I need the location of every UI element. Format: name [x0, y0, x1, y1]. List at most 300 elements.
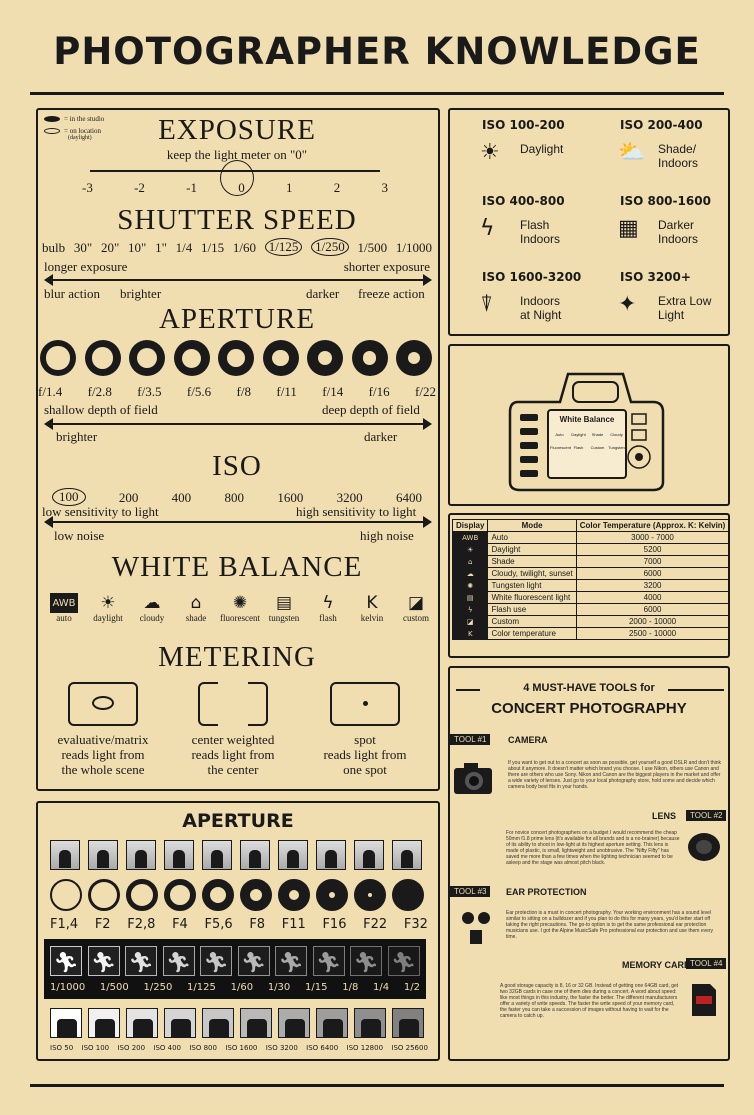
camera-screen-option: Fluorescent [550, 445, 571, 450]
iso-chart-label: ISO 25600 [391, 1044, 428, 1052]
wb-table-row [453, 544, 729, 556]
wb-label: tungsten [268, 613, 300, 623]
wb-table-cell: 2000 - 10000 [576, 616, 729, 628]
people-figure [133, 1019, 153, 1037]
noise-frame-icon [354, 1008, 386, 1038]
page-title: PHOTOGRAPHER KNOWLEDGE [53, 30, 701, 73]
wb-table-cell: Shade [488, 556, 576, 568]
shutter-value: 30" [73, 240, 93, 255]
wb-table-header: Mode [488, 520, 576, 532]
wb-display-icon: ⌂ [453, 556, 488, 568]
wb-table-cell: Cloudy, twilight, sunset [488, 568, 576, 580]
wb-item [132, 593, 172, 623]
wb-table-cell: 4000 [576, 592, 729, 604]
dof-scene-icon [202, 840, 232, 870]
dof-scene-icon [354, 840, 384, 870]
camera-screen-options [550, 428, 626, 454]
wb-table [452, 519, 729, 640]
wb-table-cell: Custom [488, 616, 576, 628]
metering-label: spot reads light from one spot [323, 732, 407, 777]
runner-frame-icon: 🏃︎ [50, 946, 82, 976]
runner-frame-icon: 🏃︎ [388, 946, 420, 976]
iso-value: 3200 [336, 490, 363, 505]
tool4-text: A good storage capacity is 8, 16 or 32 GB. Instead of getting one 64GB card, get two 32GB cards in case one of them dies during a concert. A word about speed: like most things in this industry, the faster the better. The different manufacturers offer a variety of write speeds. The faster the write speed of your memory card, the faster you can take a succession of images without having to wait for the camera to catch up. [500, 983, 679, 1019]
noise-frame-icon [88, 1008, 120, 1038]
fstop-labels [50, 917, 428, 932]
bottom-rule [30, 1084, 724, 1087]
iso-arrow [46, 521, 430, 523]
depth-of-field-scenes [50, 840, 428, 872]
aperture-blades [36, 340, 440, 380]
tool4-tag: TOOL #4 [686, 958, 726, 969]
wb-display-icon: ✺ [453, 580, 488, 592]
noise-frames [50, 1008, 428, 1040]
metering-inner [363, 701, 368, 706]
metering-spot-icon [330, 682, 400, 726]
speed-label: 1/250 [143, 982, 173, 993]
aperture-title: APERTURE [158, 303, 316, 335]
aperture-opening [137, 348, 157, 368]
wb-display-icon: AWB [453, 532, 488, 544]
wb-table-cell: 2500 - 10000 [576, 628, 729, 640]
flash-icon: ϟ [322, 593, 334, 613]
iso-labels [50, 1044, 428, 1052]
runner-frame-icon: 🏃︎ [163, 946, 195, 976]
iso-guide-text: Extra Low Light [658, 294, 712, 322]
person-figure [211, 850, 223, 868]
speed-label: 1/4 [373, 982, 390, 993]
person-figure [173, 850, 185, 868]
wb-table-cell: 3000 - 7000 [576, 532, 729, 544]
shutter-values [42, 240, 432, 256]
aperture-blade-icon [174, 340, 210, 376]
noise-frame-icon [202, 1008, 234, 1038]
aperture-value: f/2.8 [87, 384, 112, 399]
aperture-ring-icon [164, 879, 196, 911]
wb-table-cell: White fluorescent light [488, 592, 576, 604]
shade-icon: ⌂ [190, 593, 202, 613]
speed-label: 1/1000 [50, 982, 86, 993]
runner-frame-icon: 🏃︎ [200, 946, 232, 976]
tool1-name: CAMERA [508, 735, 548, 745]
aperture-ring-icon [88, 879, 120, 911]
fstop-label: F32 [403, 917, 428, 932]
shutter-value: 1/125 [265, 238, 303, 256]
person-figure [249, 850, 261, 868]
legend-location-sub: (daylight) [68, 135, 92, 141]
metering-title: METERING [158, 641, 316, 673]
wb-table-row [453, 616, 729, 628]
person-figure [97, 850, 109, 868]
awb-icon: AWB [50, 593, 77, 613]
people-figure [171, 1019, 191, 1037]
person-figure [287, 850, 299, 868]
iso-guide-text: Flash Indoors [520, 218, 561, 246]
wb-table-cell: Flash use [488, 604, 576, 616]
flash-icon: ϟ [480, 216, 495, 241]
wb-table-row [453, 580, 729, 592]
runner-frame-icon: 🏃︎ [88, 946, 120, 976]
wb-item [264, 593, 304, 623]
shutter-freeze-label: freeze action [358, 286, 425, 301]
wb-table-header: Color Temperature (Approx. K: Kelvin) [576, 520, 729, 532]
wb-item [352, 593, 392, 623]
metering-inner [218, 681, 248, 727]
aperture-brighter-label: brighter [56, 429, 98, 444]
wb-item [220, 593, 260, 623]
exposure-tick: 3 [381, 180, 388, 195]
motion-frames [50, 946, 420, 980]
camera-screen-option: Tungsten [608, 445, 625, 450]
concert-title-line1: 4 MUST-HAVE TOOLS for [523, 682, 655, 694]
person-figure [59, 850, 71, 868]
wb-table-cell: 5200 [576, 544, 729, 556]
aperture-ring-icon [240, 879, 272, 911]
fstop-label: F11 [281, 917, 306, 932]
camera-screen-option: Shade [591, 432, 604, 437]
tool2-text: For novice concert photographers on a budget I would recommend the cheap 50mm f1.8 prime lens (it's available for all brands and is a no-brainer) because of its ability to shoot in low-light at its highest aperture setting. This lens is made of plastic, is small, lightweight and unobtrusive. The "Nifty Fifty" has saved me more than a few times when the lighting technician seemed to be asleep and the stage was almost pitch black. [506, 830, 680, 866]
shutter-right-label: shorter exposure [343, 259, 430, 274]
shutter-value: 10" [128, 240, 147, 255]
wb-item [44, 593, 84, 623]
exposure-tick: -1 [186, 180, 197, 195]
exposure-subtitle: keep the light meter on "0" [166, 147, 308, 162]
speed-label: 1/8 [342, 982, 359, 993]
wb-label: fluorescent [220, 613, 260, 623]
camera-screen-title: White Balance [559, 415, 615, 424]
tool3-tag: TOOL #3 [450, 886, 490, 897]
tool1-tag: TOOL #1 [450, 734, 490, 745]
shutter-value: bulb [42, 240, 66, 255]
camera-screen-option: Daylight [571, 432, 586, 437]
noise-frame-icon [50, 1008, 82, 1038]
runner-frame-icon: 🏃︎ [125, 946, 157, 976]
iso-guide-heading: ISO 1600-3200 [482, 270, 582, 284]
people-figure [361, 1019, 381, 1037]
camera-screen-option: Cloudy [610, 432, 623, 437]
aperture-blade-icon [85, 340, 121, 376]
iso-value: 800 [224, 490, 244, 505]
wb-display-icon: ϟ [453, 604, 488, 616]
camera-screen-option: Flash [573, 445, 584, 450]
speed-label: 1/500 [99, 982, 129, 993]
title-rule [30, 92, 724, 95]
shutter-brighter-label: brighter [120, 286, 162, 301]
legend-location: = on location [64, 127, 101, 135]
lens-icon [686, 830, 722, 864]
wb-item [88, 593, 128, 623]
camera-screen-option: Auto [555, 432, 564, 437]
aperture-ring-icon [354, 879, 386, 911]
aperture-value: f/14 [322, 384, 344, 399]
aperture-blade-icon [129, 340, 165, 376]
tool1-text: If you want to get out to a concert as soon as possible, get yourself a good DSLR and don't think about it anymore. It doesn't matter which brand you choose. I use Nikon, others use Canon and there are others who use Sony. Nikon and Canon are the biggest players in the market and offer a wide variety of lenses. Just go to your local photography store, hold some and decide which camera body best fits in your hands. [508, 760, 722, 790]
wb-label: kelvin [360, 613, 384, 623]
runner-frame-icon: 🏃︎ [350, 946, 382, 976]
runner-frame-icon: 🏃︎ [275, 946, 307, 976]
people-figure [285, 1019, 305, 1037]
wb-item [396, 593, 436, 623]
dof-scene-icon [240, 840, 270, 870]
speed-label: 1/60 [230, 982, 254, 993]
iso-guide-text: Indoors at Night [520, 294, 562, 322]
iso-chart-label: ISO 50 [50, 1044, 74, 1052]
aperture-blade-icon [352, 340, 388, 376]
aperture-opening [227, 349, 245, 367]
exposure-tick: -3 [82, 180, 93, 195]
aperture-blade-icon [307, 340, 343, 376]
iso-high-noise-label: high noise [360, 528, 414, 543]
shutter-blur-label: blur action [44, 286, 100, 301]
wb-table-row [453, 628, 729, 640]
aperture-value: f/5.6 [186, 384, 212, 399]
noise-frame-icon [278, 1008, 310, 1038]
wb-label: custom [403, 613, 429, 623]
people-figure [209, 1019, 229, 1037]
wb-display-icon: ☀ [453, 544, 488, 556]
iso-chart-label: ISO 1600 [225, 1044, 258, 1052]
aperture-blade-icon [263, 340, 299, 376]
iso-chart-label: ISO 3200 [265, 1044, 298, 1052]
speed-label: 1/30 [267, 982, 291, 993]
room-icon: ▦ [618, 216, 639, 241]
kelvin-icon: K [366, 593, 378, 613]
aperture-value: f/16 [368, 384, 390, 399]
aperture-blade-icon [218, 340, 254, 376]
custom-icon: ◪ [407, 593, 425, 613]
exposure-tick: 0 [238, 180, 245, 195]
aperture-ring-icon [50, 879, 82, 911]
speed-label: 1/125 [187, 982, 216, 993]
sun-icon: ☀ [480, 140, 500, 165]
metering-inner [92, 696, 114, 710]
iso-chart-label: ISO 200 [117, 1044, 146, 1052]
shutter-value: 1/4 [175, 240, 193, 255]
iso-guide-heading: ISO 100-200 [482, 118, 565, 132]
metering-modes [36, 680, 440, 780]
aperture-value: f/3.5 [137, 384, 162, 399]
iso-guide-text: Daylight [520, 142, 564, 156]
dof-scene-icon [126, 840, 156, 870]
wb-label: daylight [93, 613, 123, 623]
cloud-sun-icon: ⛅ [618, 140, 646, 165]
iso-value: 1600 [277, 490, 304, 505]
legend-studio: = in the studio [64, 115, 105, 123]
aperture-value: f/1.4 [38, 384, 63, 399]
aperture-opening [92, 347, 114, 369]
iso-low-noise-label: low noise [54, 528, 105, 543]
cloud-icon: ☁ [143, 593, 161, 613]
aperture-darker-label: darker [364, 429, 398, 444]
wb-table-row [453, 556, 729, 568]
person-figure [401, 850, 413, 868]
wb-label: shade [185, 613, 207, 623]
iso-chart-label: ISO 12800 [346, 1044, 384, 1052]
fstop-label: F22 [363, 917, 388, 932]
aperture-blade-icon [40, 340, 76, 376]
iso-chart-label: ISO 6400 [306, 1044, 339, 1052]
metering-center-icon [198, 682, 268, 726]
fstop-label: F2 [94, 917, 111, 932]
aperture-ring-icon [126, 879, 158, 911]
iso-chart-label: ISO 400 [153, 1044, 182, 1052]
iso-title: ISO [212, 450, 262, 482]
iso-value: 400 [171, 490, 192, 505]
shutter-speed-labels [50, 982, 420, 993]
person-figure [325, 850, 337, 868]
fstop-label: F1,4 [50, 917, 79, 932]
wb-item [176, 593, 216, 623]
noise-frame-icon [164, 1008, 196, 1038]
aperture-opening [318, 351, 333, 366]
aperture-value: f/22 [415, 384, 436, 399]
shutter-value: 1/250 [311, 238, 349, 256]
wb-table-cell: 6000 [576, 568, 729, 580]
wb-table-row [453, 568, 729, 580]
exposure-tick: -2 [134, 180, 145, 195]
tungsten-icon: ▤ [275, 593, 293, 613]
aperture-ring-icon [392, 879, 424, 911]
aperture-opening [182, 349, 201, 368]
iso-guide-grid [448, 108, 730, 336]
ear-protection-icon [456, 906, 496, 946]
people-figure [399, 1019, 419, 1037]
wb-display-icon: ☁ [453, 568, 488, 580]
wb-table-cell: Tungsten light [488, 580, 576, 592]
wb-table-row [453, 604, 729, 616]
aperture-opening [272, 350, 288, 366]
sparkle-icon: ✦ [618, 292, 637, 317]
wb-table-cell: 3200 [576, 580, 729, 592]
people-figure [57, 1019, 77, 1037]
dof-scene-icon [316, 840, 346, 870]
dof-scene-icon [278, 840, 308, 870]
meter-zero-circle [220, 160, 254, 196]
iso-guide-text: Shade/ Indoors [658, 142, 699, 170]
aperture-value: f/8 [236, 384, 251, 399]
noise-frame-icon [126, 1008, 158, 1038]
shutter-value: 1" [155, 240, 167, 255]
fstop-label: F16 [322, 917, 347, 932]
fstop-label: F5,6 [204, 917, 233, 932]
dof-scene-icon [88, 840, 118, 870]
runner-frame-icon: 🏃︎ [313, 946, 345, 976]
shutter-value: 1/1000 [395, 240, 432, 255]
tool2-tag: TOOL #2 [686, 810, 726, 821]
shutter-darker-label: darker [306, 286, 340, 301]
dof-scene-icon [392, 840, 422, 870]
aperture-opening [408, 352, 420, 364]
metering-matrix-icon [68, 682, 138, 726]
speed-label: 1/15 [305, 982, 328, 993]
wb-display-icon: ◪ [453, 616, 488, 628]
aperture-blade-icon [396, 340, 432, 376]
concert-title-line2: CONCERT PHOTOGRAPHY [491, 700, 687, 717]
wb-label: auto [56, 613, 72, 623]
camera-icon [452, 760, 494, 796]
wb-table-cell: 6000 [576, 604, 729, 616]
iso-guide-heading: ISO 200-400 [620, 118, 703, 132]
exposure-tick: 1 [285, 180, 293, 195]
aperture-chart-title: APERTURE [182, 810, 294, 832]
aperture-left-label: shallow depth of field [44, 402, 158, 417]
fstop-label: F4 [172, 917, 188, 932]
shutter-value: 20" [100, 240, 120, 255]
iso-left-label: low sensitivity to light [42, 504, 159, 519]
shutter-value: 1/60 [232, 240, 256, 255]
aperture-value: f/11 [276, 384, 297, 399]
lamp-icon: ⍒ [480, 292, 494, 317]
wb-table-row [453, 592, 729, 604]
iso-guide-heading: ISO 400-800 [482, 194, 565, 208]
iso-value: 200 [118, 490, 139, 505]
aperture-opening [46, 346, 69, 369]
aperture-ring-icon [278, 879, 310, 911]
noise-frame-icon [392, 1008, 424, 1038]
runner-frame-icon: 🏃︎ [238, 946, 270, 976]
exposure-title: EXPOSURE [158, 114, 316, 146]
metering-label: center weighted reads light from the center [191, 732, 275, 777]
wb-table-cell: Daylight [488, 544, 576, 556]
person-figure [135, 850, 147, 868]
wb-table-cell: Color temperature [488, 628, 576, 640]
wb-icons-row [44, 593, 436, 623]
noise-frame-icon [316, 1008, 348, 1038]
iso-guide-heading: ISO 800-1600 [620, 194, 711, 208]
memory-card-icon [690, 982, 718, 1018]
wb-table-row [453, 532, 729, 544]
aperture-ring-icon [316, 879, 348, 911]
tool2-name: LENS [652, 811, 677, 821]
iso-value: 100 [52, 488, 86, 506]
sun-icon: ☀ [100, 593, 116, 613]
shutter-value: 1/15 [201, 240, 225, 255]
shutter-left-label: longer exposure [44, 259, 128, 274]
camera-screen-option: Custom [590, 445, 605, 450]
tool4-name: MEMORY CARD [622, 960, 691, 970]
aperture-values [38, 384, 436, 400]
iso-chart-label: ISO 100 [81, 1044, 110, 1052]
aperture-circles [50, 879, 428, 913]
wb-title: WHITE BALANCE [111, 551, 363, 583]
dof-scene-icon [164, 840, 194, 870]
wb-table-cell: Auto [488, 532, 576, 544]
noise-frame-icon [240, 1008, 272, 1038]
iso-chart-label: ISO 800 [189, 1044, 217, 1052]
aperture-opening [363, 351, 376, 364]
dof-scene-icon [50, 840, 80, 870]
wb-table-cell: 7000 [576, 556, 729, 568]
bulb-icon: ✺ [232, 593, 248, 613]
tool3-name: EAR PROTECTION [506, 887, 587, 897]
wb-item [308, 593, 348, 623]
iso-guide-heading: ISO 3200+ [620, 270, 691, 284]
exposure-tick: 2 [333, 180, 341, 195]
metering-label: evaluative/matrix reads light from the whole scene [57, 732, 149, 777]
shutter-value: 1/500 [357, 240, 388, 255]
tool3-text: Ear protection is a must in concert photography. Your working environment has a sound level similar to sitting on a bulldozer and if you plan to do this for many years, you'd better start off taking the right precautions. The go-to option is to get the same professional ear protection musicians use. I got the Alpine MusicSafe Pro professional ear protection and use them every time. [506, 910, 714, 940]
wb-label: cloudy [139, 613, 165, 623]
camera-back-icon [448, 344, 730, 506]
wb-table-header: Display [453, 520, 488, 532]
fstop-label: F8 [249, 917, 266, 932]
aperture-ring-icon [202, 879, 234, 911]
shutter-title: SHUTTER SPEED [117, 204, 357, 236]
aperture-arrow [46, 423, 430, 425]
wb-display-icon: K [453, 628, 488, 640]
iso-value: 6400 [395, 490, 422, 505]
people-figure [323, 1019, 343, 1037]
